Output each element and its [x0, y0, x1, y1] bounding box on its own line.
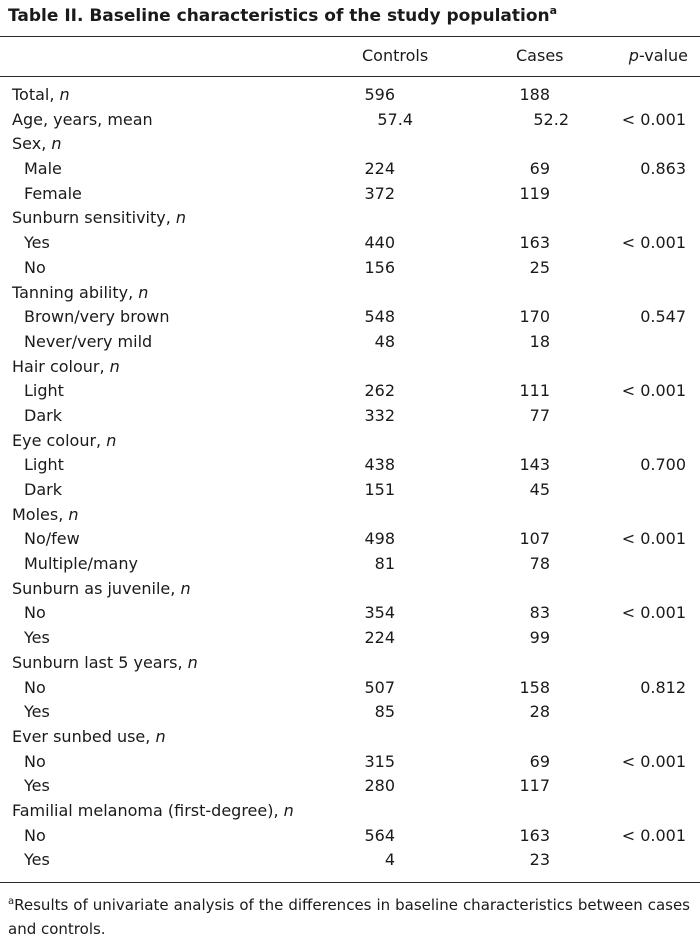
row-label-text: Age, years, mean — [12, 109, 153, 129]
table-row — [0, 304, 700, 329]
row-label-text: Yes — [24, 702, 50, 722]
cases-value: 25 — [529, 257, 550, 277]
table-row — [0, 354, 700, 379]
table-row — [0, 502, 700, 527]
row-label-text: No/few — [24, 529, 80, 549]
pvalue-value: < 0.001 — [621, 381, 686, 401]
controls-value: 354 — [364, 603, 395, 623]
cases-value: 163 — [519, 233, 550, 253]
row-sublabel — [24, 406, 62, 425]
row-sublabel — [24, 678, 46, 697]
row-label-text: Familial melanoma (first-degree), — [12, 800, 284, 820]
controls-value: 372 — [364, 183, 395, 203]
table-title-text: Table II. Baseline characteristics of the study population — [8, 6, 550, 26]
controls-value: 4 — [384, 850, 395, 870]
table-row — [0, 378, 700, 403]
row-label-text: Yes — [24, 850, 50, 870]
cases-value: 143 — [519, 455, 550, 475]
controls-value: 57.4 — [377, 109, 413, 129]
controls-value: 156 — [364, 257, 395, 277]
row-label — [12, 208, 186, 227]
row-sublabel — [24, 752, 46, 771]
table-row — [0, 452, 700, 477]
table-row — [0, 255, 700, 280]
row-sublabel — [24, 184, 82, 203]
table-row — [0, 551, 700, 576]
footnote-text: Results of univariate analysis of the differences in baseline characteristics between cases and controls. — [8, 896, 690, 938]
row-sublabel — [24, 628, 50, 647]
row-label — [12, 85, 70, 104]
cases-value: 52.2 — [533, 109, 569, 129]
row-label-text: Tanning ability, — [12, 282, 139, 302]
row-label-unit: n — [138, 282, 149, 302]
row-sublabel — [24, 233, 50, 252]
controls-value: 498 — [364, 529, 395, 549]
row-label — [12, 579, 191, 598]
row-label-text: Female — [24, 183, 82, 203]
row-sublabel — [24, 826, 46, 845]
table-row — [0, 205, 700, 230]
controls-value: 596 — [364, 85, 395, 104]
cases-value: 78 — [529, 554, 550, 574]
title-footnote-marker: a — [549, 4, 558, 17]
table-row — [0, 675, 700, 700]
row-sublabel — [24, 455, 64, 474]
row-label-text: Total, — [12, 85, 60, 104]
controls-value: 332 — [364, 405, 395, 425]
row-sublabel — [24, 702, 50, 721]
pvalue-value: < 0.001 — [621, 751, 686, 771]
cases-value: 77 — [529, 405, 550, 425]
row-label-text: Sex, — [12, 134, 52, 154]
table-row — [0, 131, 700, 156]
table-row — [0, 181, 700, 206]
row-label-text: Sunburn sensitivity, — [12, 208, 176, 228]
controls-value: 280 — [364, 776, 395, 796]
table-row — [0, 650, 700, 675]
row-label-unit: n — [180, 578, 191, 598]
row-label — [12, 357, 120, 376]
row-label — [12, 801, 294, 820]
row-label-text: No — [24, 825, 46, 845]
table-row — [0, 230, 700, 255]
cases-value: 28 — [529, 702, 550, 722]
row-label — [12, 431, 116, 450]
row-label — [12, 653, 198, 672]
cases-value: 45 — [529, 480, 550, 499]
row-sublabel — [24, 332, 152, 351]
table-row — [0, 280, 700, 305]
pvalue-value: 0.863 — [640, 159, 686, 179]
row-sublabel — [24, 480, 62, 499]
table-row — [0, 823, 700, 848]
cases-value: 158 — [519, 677, 550, 697]
row-sublabel — [24, 381, 64, 400]
table-row — [0, 107, 700, 132]
row-label-text: Dark — [24, 405, 62, 425]
cases-value: 119 — [519, 183, 550, 203]
table-row — [0, 600, 700, 625]
row-label — [12, 283, 148, 302]
table-row — [0, 699, 700, 724]
row-label-text: Multiple/many — [24, 554, 138, 574]
pvalue-value: < 0.001 — [621, 825, 686, 845]
header-rule — [0, 76, 700, 77]
controls-value: 438 — [364, 455, 395, 475]
row-sublabel — [24, 554, 138, 573]
row-label-text: Light — [24, 455, 64, 475]
cases-value: 170 — [519, 307, 550, 327]
row-label-text: No — [24, 603, 46, 623]
row-sublabel — [24, 159, 62, 178]
cases-value: 99 — [529, 628, 550, 648]
row-label-text: No — [24, 751, 46, 771]
pvalue-italic: p — [628, 46, 639, 65]
table-footnote — [8, 890, 690, 941]
row-label-text: Sunburn last 5 years, — [12, 652, 188, 672]
row-label-unit: n — [68, 504, 79, 524]
controls-value: 81 — [374, 554, 395, 574]
controls-value: 548 — [364, 307, 395, 327]
pvalue-value: < 0.001 — [621, 109, 686, 129]
row-label-text: Ever sunbed use, — [12, 726, 156, 746]
column-header-pvalue — [629, 46, 688, 65]
column-header-controls: Controls — [362, 46, 429, 65]
row-label-text: No — [24, 257, 46, 277]
table-body — [0, 82, 700, 872]
row-label — [12, 727, 166, 746]
table-row — [0, 798, 700, 823]
table-row — [0, 576, 700, 601]
row-sublabel — [24, 603, 46, 622]
table-row — [0, 773, 700, 798]
controls-value: 224 — [364, 159, 395, 179]
row-sublabel — [24, 258, 46, 277]
row-sublabel — [24, 850, 50, 869]
cases-value: 23 — [529, 850, 550, 870]
pvalue-value: < 0.001 — [621, 529, 686, 549]
row-sublabel — [24, 307, 169, 326]
row-label-text: Never/very mild — [24, 331, 153, 351]
table-row — [0, 477, 700, 502]
row-label-text: Brown/very brown — [24, 307, 170, 327]
controls-value: 315 — [364, 751, 395, 771]
row-label-unit: n — [283, 800, 294, 820]
row-label-text: Male — [24, 159, 62, 179]
controls-value: 440 — [364, 233, 395, 253]
pvalue-value: < 0.001 — [621, 233, 686, 253]
row-label-unit: n — [187, 652, 198, 672]
table-title — [8, 4, 557, 26]
controls-value: 507 — [364, 677, 395, 697]
controls-value: 85 — [374, 702, 395, 722]
cases-value: 69 — [529, 159, 550, 179]
cases-value: 111 — [519, 381, 550, 401]
row-label-text: Moles, — [12, 504, 69, 524]
table-row — [0, 428, 700, 453]
pvalue-value: 0.700 — [640, 455, 686, 475]
table-row — [0, 625, 700, 650]
row-label-unit: n — [109, 356, 120, 376]
controls-value: 151 — [364, 480, 395, 499]
table-row — [0, 847, 700, 872]
controls-value: 262 — [364, 381, 395, 401]
row-label-text: Sunburn as juvenile, — [12, 578, 181, 598]
cases-value: 163 — [519, 825, 550, 845]
column-header-cases: Cases — [516, 46, 564, 65]
table-row — [0, 329, 700, 354]
row-label-text: Dark — [24, 480, 62, 499]
controls-value: 564 — [364, 825, 395, 845]
table-row — [0, 526, 700, 551]
row-label — [12, 505, 79, 524]
row-label-unit: n — [106, 430, 117, 450]
row-sublabel — [24, 776, 50, 795]
cases-value: 18 — [529, 331, 550, 351]
pvalue-rest: -value — [638, 46, 688, 65]
cases-value: 188 — [519, 85, 550, 104]
table-row — [0, 403, 700, 428]
row-label-unit: n — [175, 208, 187, 228]
cases-value: 117 — [519, 776, 550, 796]
row-label-text: Yes — [24, 233, 50, 253]
row-label — [12, 110, 153, 129]
table-row — [0, 749, 700, 774]
row-sublabel — [24, 529, 80, 548]
table-row — [0, 724, 700, 749]
bottom-rule — [0, 882, 700, 883]
cases-value: 83 — [529, 603, 550, 623]
pvalue-value: 0.812 — [640, 677, 686, 697]
row-label-text: Yes — [24, 628, 50, 648]
cases-value: 107 — [519, 529, 550, 549]
controls-value: 48 — [374, 331, 395, 351]
footnote-marker: a — [8, 896, 15, 907]
row-label-unit: n — [51, 134, 62, 154]
controls-value: 224 — [364, 628, 395, 648]
table-row — [0, 156, 700, 181]
row-label-text: Light — [24, 381, 64, 401]
row-label-text: No — [24, 677, 46, 697]
top-rule — [0, 36, 700, 37]
pvalue-value: < 0.001 — [621, 603, 686, 623]
row-label-text: Eye colour, — [12, 430, 107, 450]
row-label-text: Hair colour, — [12, 356, 110, 376]
pvalue-value: 0.547 — [640, 307, 686, 327]
cases-value: 69 — [529, 751, 550, 771]
row-label — [12, 134, 62, 153]
row-label-text: Yes — [24, 776, 50, 796]
row-label-unit: n — [155, 726, 166, 746]
row-label-unit: n — [59, 85, 70, 104]
table-row — [0, 82, 700, 107]
